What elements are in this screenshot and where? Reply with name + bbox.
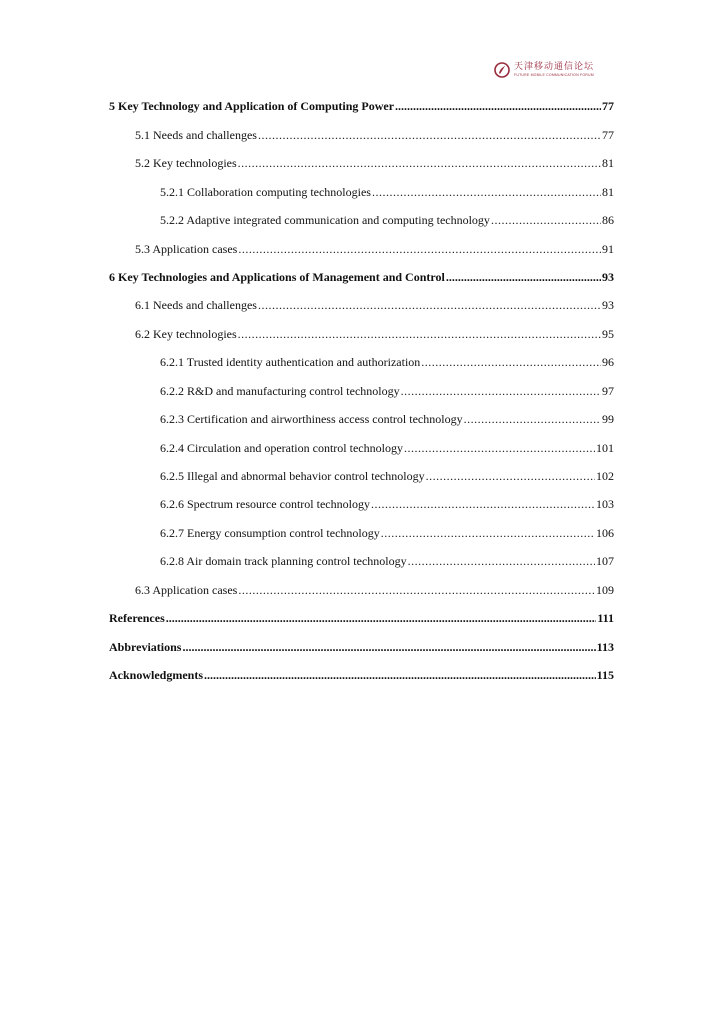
toc-entry-page: 113 [596,640,614,654]
toc-entry[interactable] [160,525,614,541]
toc-entry[interactable] [135,582,614,598]
forum-logo [494,59,594,81]
toc-entry-page: 93 [602,270,614,284]
toc-entry[interactable] [135,241,614,257]
toc-entry-page: 95 [602,327,614,341]
logo-english-text: FUTURE MOBILE COMMUNICATION FORUM [514,72,594,77]
toc-entry[interactable] [109,639,614,655]
toc-entry-title: 5.2.1 Collaboration computing technologies [160,185,371,199]
toc-entry-title: Abbreviations [109,640,182,654]
toc-entry[interactable] [160,212,614,228]
toc-entry-page: 109 [596,583,614,597]
toc-entry[interactable] [109,610,614,626]
toc-leader-dots [395,98,601,114]
toc-entry[interactable] [160,496,614,512]
toc-entry[interactable] [135,297,614,313]
toc-entry-page: 86 [602,213,614,227]
toc-entry-page: 77 [602,99,614,113]
toc-entry-title: 6.2.5 Illegal and abnormal behavior control technology [160,469,425,483]
toc-leader-dots [408,553,595,569]
toc-entry[interactable] [160,383,614,399]
toc-entry-title: 6.3 Application cases [135,583,238,597]
toc-leader-dots [204,667,596,683]
toc-entry[interactable] [135,127,614,143]
toc-leader-dots [182,639,595,655]
toc-entry-page: 101 [596,441,614,455]
toc-entry-title: 5.3 Application cases [135,242,238,256]
toc-entry-title: 6.1 Needs and challenges [135,298,257,312]
toc-entry-page: 106 [596,526,614,540]
toc-entry-title: 6.2.2 R&D and manufacturing control technology [160,384,400,398]
toc-leader-dots [381,525,595,541]
toc-entry-page: 107 [596,554,614,568]
toc-entry-page: 96 [602,355,614,369]
toc-entry[interactable] [160,354,614,370]
toc-entry-page: 103 [596,497,614,511]
toc-leader-dots [238,241,601,257]
toc-entry-title: 6.2.6 Spectrum resource control technology [160,497,370,511]
logo-chinese-text: 天津移动通信论坛 [514,61,595,72]
toc-leader-dots [491,212,601,228]
toc-entry-page: 93 [602,298,614,312]
toc-entry-page: 97 [602,384,614,398]
toc-entry-title: 5.2 Key technologies [135,156,237,170]
toc-entry-title: 6.2.3 Certification and airworthiness access control technology [160,412,463,426]
toc-leader-dots [446,269,601,285]
toc-entry-title: 6.2.4 Circulation and operation control technology [160,441,403,455]
toc-entry[interactable] [109,269,614,285]
toc-leader-dots [372,184,601,200]
toc-entry-title: Acknowledgments [109,668,204,682]
toc-entry-title: 5 Key Technology and Application of Computing Power [109,99,395,113]
toc-leader-dots [426,468,595,484]
forum-logo-icon [494,62,510,78]
toc-entry-title: 6.2.7 Energy consumption control technology [160,526,380,540]
toc-leader-dots [238,582,595,598]
toc-leader-dots [166,610,597,626]
toc-entry-title: 5.2.2 Adaptive integrated communication and computing technology [160,213,490,227]
toc-entry[interactable] [160,468,614,484]
toc-entry-page: 99 [602,412,614,426]
toc-entry-page: 111 [597,611,614,625]
toc-entry-page: 81 [602,156,614,170]
toc-entry-page: 81 [602,185,614,199]
toc-entry[interactable] [135,326,614,342]
toc-entry-page: 77 [602,128,614,142]
toc-leader-dots [404,440,595,456]
toc-leader-dots [238,155,601,171]
toc-entry[interactable] [160,553,614,569]
toc-entry-title: References [109,611,165,625]
toc-entry-title: 6.2.8 Air domain track planning control technology [160,554,407,568]
toc-entry-title: 6 Key Technologies and Applications of Management and Control [109,270,445,284]
toc-entry[interactable] [160,184,614,200]
toc-leader-dots [464,411,601,427]
toc-entry[interactable] [109,667,614,683]
toc-entry-title: 6.2.1 Trusted identity authentication and authorization [160,355,421,369]
toc-entry-page: 102 [596,469,614,483]
toc-leader-dots [258,127,601,143]
toc-entry-page: 91 [602,242,614,256]
toc-entry-page: 115 [596,668,614,682]
toc-leader-dots [238,326,601,342]
toc-leader-dots [258,297,601,313]
toc-leader-dots [371,496,595,512]
toc-leader-dots [421,354,601,370]
toc-leader-dots [401,383,601,399]
toc-entry[interactable] [160,440,614,456]
toc-entry[interactable] [135,155,614,171]
toc-entry[interactable] [160,411,614,427]
toc-entry-title: 6.2 Key technologies [135,327,237,341]
toc-entry-title: 5.1 Needs and challenges [135,128,257,142]
toc-entry[interactable] [109,98,614,114]
